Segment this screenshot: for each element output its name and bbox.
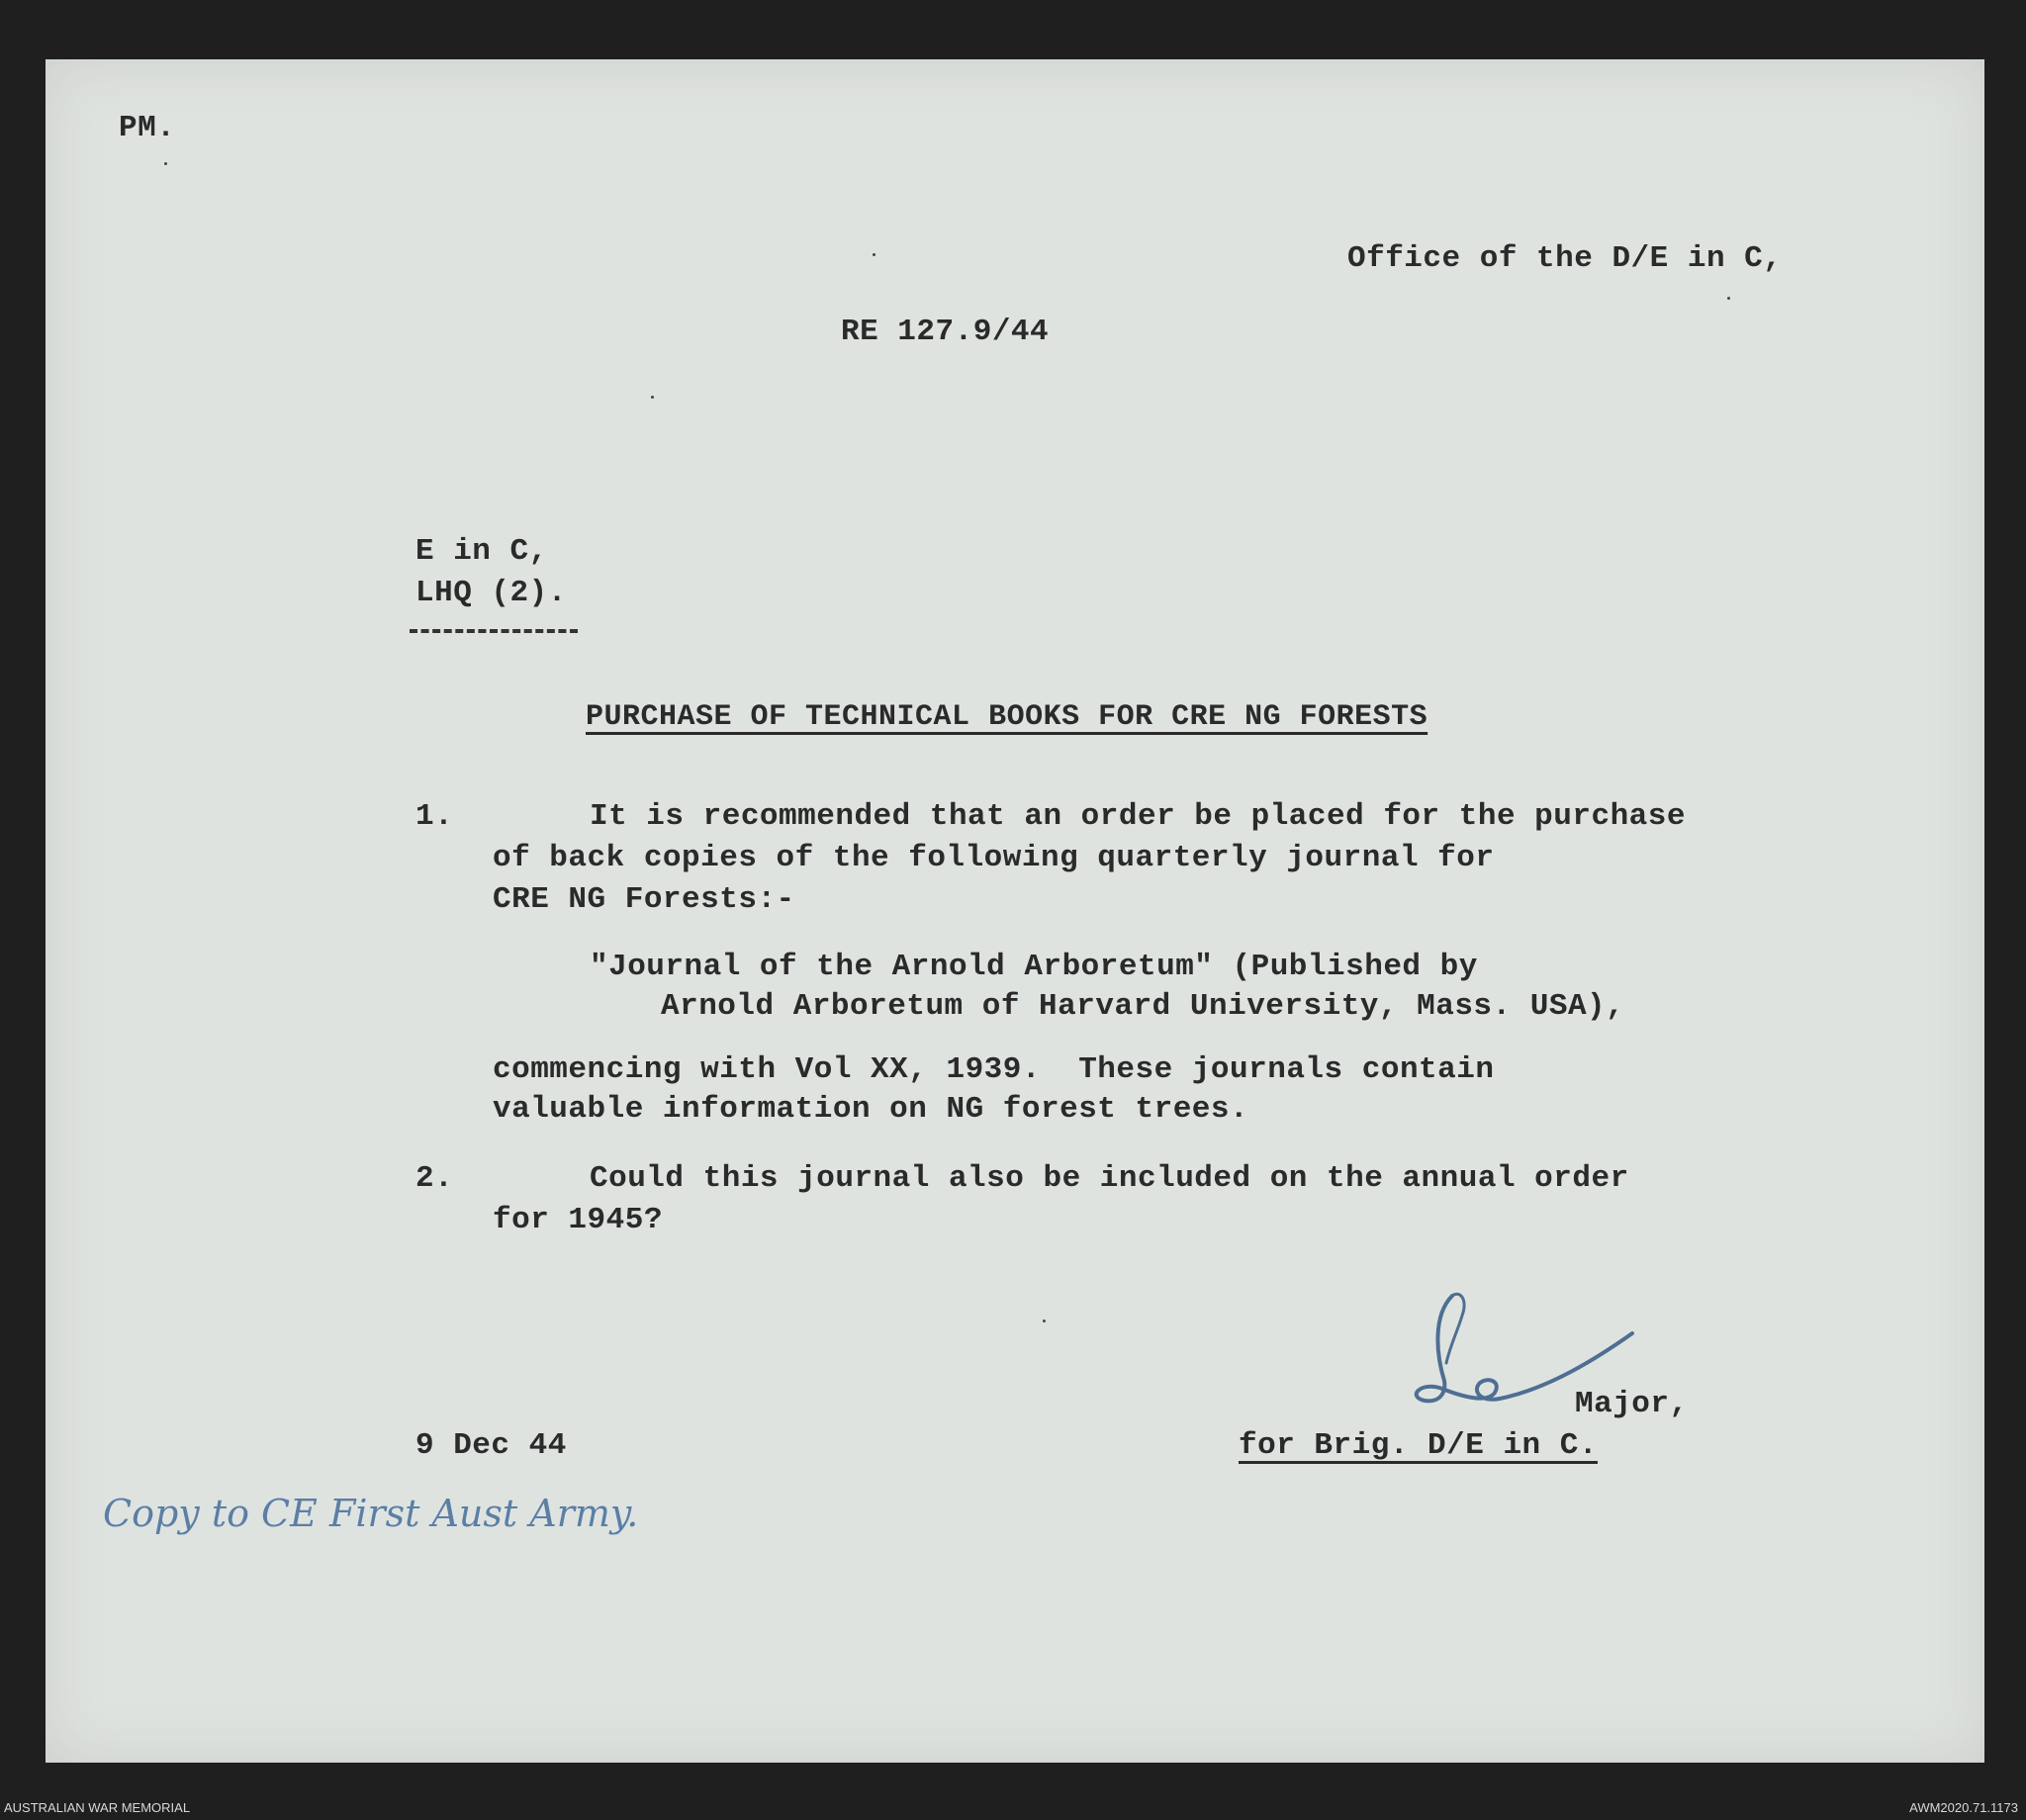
signatory-line: for Brig. D/E in C. xyxy=(1239,1428,1598,1463)
paper-speck xyxy=(873,253,875,256)
document-page xyxy=(46,59,1984,1763)
paragraph-1-cont-line-1: commencing with Vol XX, 1939. These journals contain xyxy=(493,1052,1495,1087)
addressee-line-2: LHQ (2). xyxy=(415,576,567,610)
office-heading: Office of the D/E in C, xyxy=(1347,241,1783,276)
paper-speck xyxy=(651,396,654,399)
paragraph-1-cont-line-2: valuable information on NG forest trees. xyxy=(493,1092,1249,1127)
paragraph-2-line-2: for 1945? xyxy=(493,1203,663,1237)
memo-date: 9 Dec 44 xyxy=(415,1428,567,1463)
journal-title-line-1: "Journal of the Arnold Arboretum" (Published by xyxy=(590,950,1478,984)
paragraph-2-line-1: Could this journal also be included on the annual order xyxy=(590,1161,1629,1196)
paragraph-1-line-3: CRE NG Forests:- xyxy=(493,882,795,917)
handwritten-note: Copy to CE First Aust Army. xyxy=(103,1492,639,1535)
addressee-line-1: E in C, xyxy=(415,534,548,569)
paragraph-1-number: 1. xyxy=(415,799,454,834)
subject-heading: PURCHASE OF TECHNICAL BOOKS FOR CRE NG FORESTS xyxy=(586,700,1428,734)
footer-archive-label: AUSTRALIAN WAR MEMORIAL xyxy=(4,1800,191,1815)
paragraph-1-line-1: It is recommended that an order be placed for the purchase xyxy=(590,799,1686,834)
paragraph-2-number: 2. xyxy=(415,1161,454,1196)
reference-number: RE 127.9/44 xyxy=(841,315,1050,349)
addressee-divider xyxy=(410,629,578,633)
paragraph-1-line-2: of back copies of the following quarterly journal for xyxy=(493,841,1495,875)
paper-speck xyxy=(164,162,167,165)
paper-speck xyxy=(1727,297,1730,300)
journal-title-line-2: Arnold Arboretum of Harvard University, Mass. USA), xyxy=(661,989,1625,1024)
paper-speck xyxy=(1043,1320,1046,1322)
signatory-rank: Major, xyxy=(1575,1387,1689,1421)
footer-accession-number: AWM2020.71.1173 xyxy=(1909,1800,2018,1815)
initials: PM. xyxy=(119,111,176,145)
